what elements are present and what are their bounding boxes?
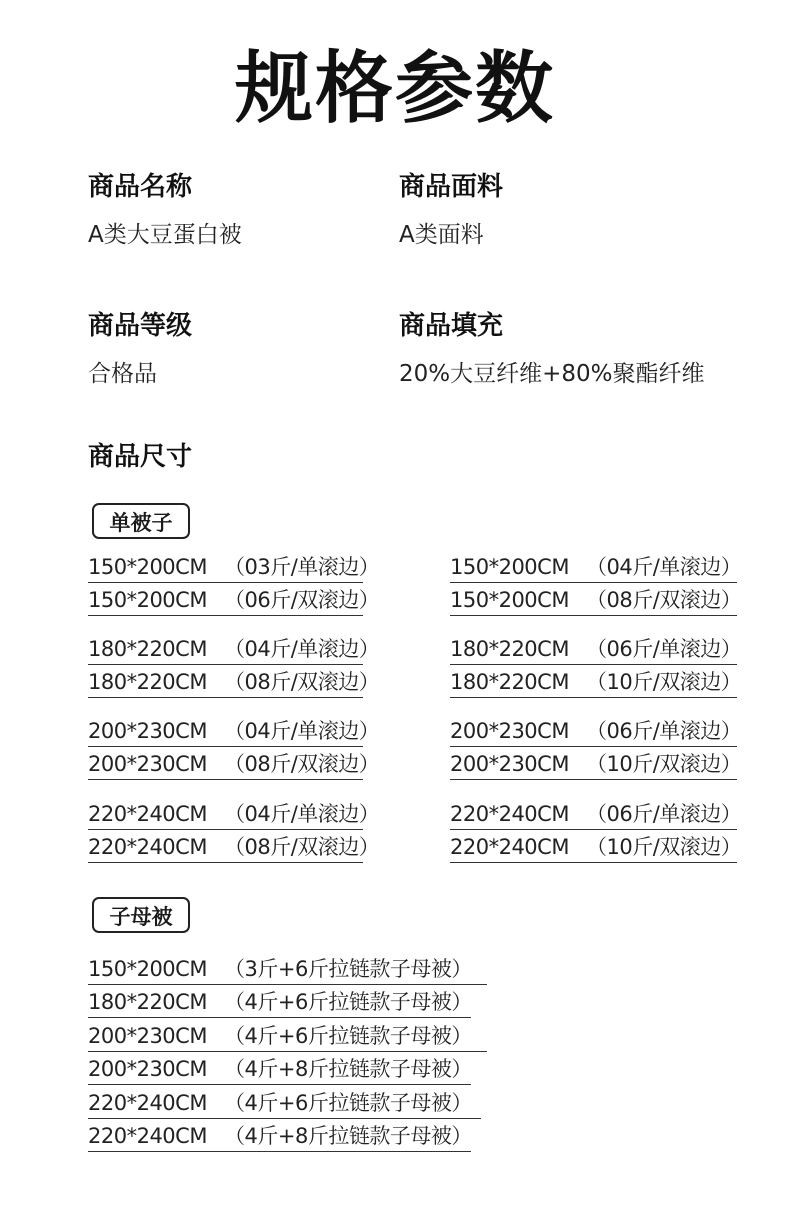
size-detail: （04斤/单滚边） (224, 802, 380, 826)
size-row (88, 749, 380, 780)
size-row (88, 585, 380, 616)
size-row (88, 667, 380, 698)
size-detail: （4斤+6斤拉链款子母被） (224, 1024, 472, 1048)
size-row (88, 634, 380, 665)
size-row (450, 667, 742, 698)
size-detail: （06斤/单滚边） (586, 637, 742, 661)
page-title: 规格参数 (234, 44, 555, 134)
size-dimension: 150*200CM (450, 555, 569, 579)
size-dimension: 180*220CM (450, 637, 569, 661)
size-dimension: 200*230CM (88, 719, 207, 743)
size-dimension: 220*240CM (88, 1091, 207, 1115)
spec-label-name: 商品名称 (88, 172, 193, 202)
size-row (450, 832, 742, 863)
size-dimension: 200*230CM (88, 1057, 207, 1081)
size-row (450, 552, 742, 583)
size-detail: （4斤+8斤拉链款子母被） (224, 1057, 472, 1081)
combo-quilt-badge: 子母被 (92, 897, 190, 933)
size-row (450, 749, 742, 780)
spec-value-fabric: A类面料 (399, 222, 484, 248)
size-dimension: 180*220CM (88, 990, 207, 1014)
size-row (450, 634, 742, 665)
size-dimension: 220*240CM (450, 802, 569, 826)
size-dimension: 200*230CM (88, 752, 207, 776)
size-dimension: 150*200CM (88, 555, 207, 579)
size-row (88, 799, 380, 830)
size-dimension: 150*200CM (450, 588, 569, 612)
size-dimension: 220*240CM (88, 1124, 207, 1148)
size-row (88, 552, 380, 583)
spec-value-grade: 合格品 (88, 361, 157, 387)
size-dimension: 220*240CM (88, 835, 207, 859)
size-dimension: 180*220CM (450, 670, 569, 694)
size-detail: （08斤/双滚边） (224, 670, 380, 694)
size-detail: （08斤/双滚边） (586, 588, 742, 612)
combo-size-row (88, 1021, 487, 1052)
size-detail: （06斤/单滚边） (586, 802, 742, 826)
size-detail: （08斤/双滚边） (224, 752, 380, 776)
spec-label-fabric: 商品面料 (399, 172, 504, 202)
size-detail: （10斤/双滚边） (586, 835, 742, 859)
single-quilt-badge: 单被子 (92, 503, 190, 539)
size-detail: （04斤/单滚边） (224, 719, 380, 743)
size-detail: （06斤/单滚边） (586, 719, 742, 743)
size-detail: （04斤/单滚边） (586, 555, 742, 579)
spec-label-grade: 商品等级 (88, 311, 193, 341)
size-detail: （3斤+6斤拉链款子母被） (224, 957, 472, 981)
size-row (88, 832, 380, 863)
spec-value-filling: 20%大豆纤维+80%聚酯纤维 (399, 361, 705, 387)
spec-label-filling: 商品填充 (399, 311, 504, 341)
size-row (450, 585, 742, 616)
size-dimension: 180*220CM (88, 637, 207, 661)
spec-value-name: A类大豆蛋白被 (88, 222, 242, 248)
size-dimension: 150*200CM (88, 588, 207, 612)
size-dimension: 200*230CM (88, 1024, 207, 1048)
size-row (450, 799, 742, 830)
size-detail: （04斤/单滚边） (224, 637, 380, 661)
combo-size-row (88, 987, 471, 1018)
size-detail: （10斤/双滚边） (586, 752, 742, 776)
combo-size-row (88, 1121, 471, 1152)
combo-size-row (88, 954, 487, 985)
size-detail: （4斤+6斤拉链款子母被） (224, 1091, 472, 1115)
size-dimension: 200*230CM (450, 719, 569, 743)
size-dimension: 220*240CM (450, 835, 569, 859)
combo-size-row (88, 1054, 471, 1085)
size-dimension: 220*240CM (88, 802, 207, 826)
size-detail: （4斤+8斤拉链款子母被） (224, 1124, 472, 1148)
size-detail: （03斤/单滚边） (224, 555, 380, 579)
size-heading: 商品尺寸 (88, 442, 193, 472)
size-dimension: 180*220CM (88, 670, 207, 694)
size-row (88, 716, 380, 747)
size-detail: （10斤/双滚边） (586, 670, 742, 694)
size-detail: （4斤+6斤拉链款子母被） (224, 990, 472, 1014)
size-dimension: 150*200CM (88, 957, 207, 981)
combo-size-row (88, 1088, 481, 1119)
size-dimension: 200*230CM (450, 752, 569, 776)
size-row (450, 716, 742, 747)
size-detail: （06斤/双滚边） (224, 588, 380, 612)
size-detail: （08斤/双滚边） (224, 835, 380, 859)
